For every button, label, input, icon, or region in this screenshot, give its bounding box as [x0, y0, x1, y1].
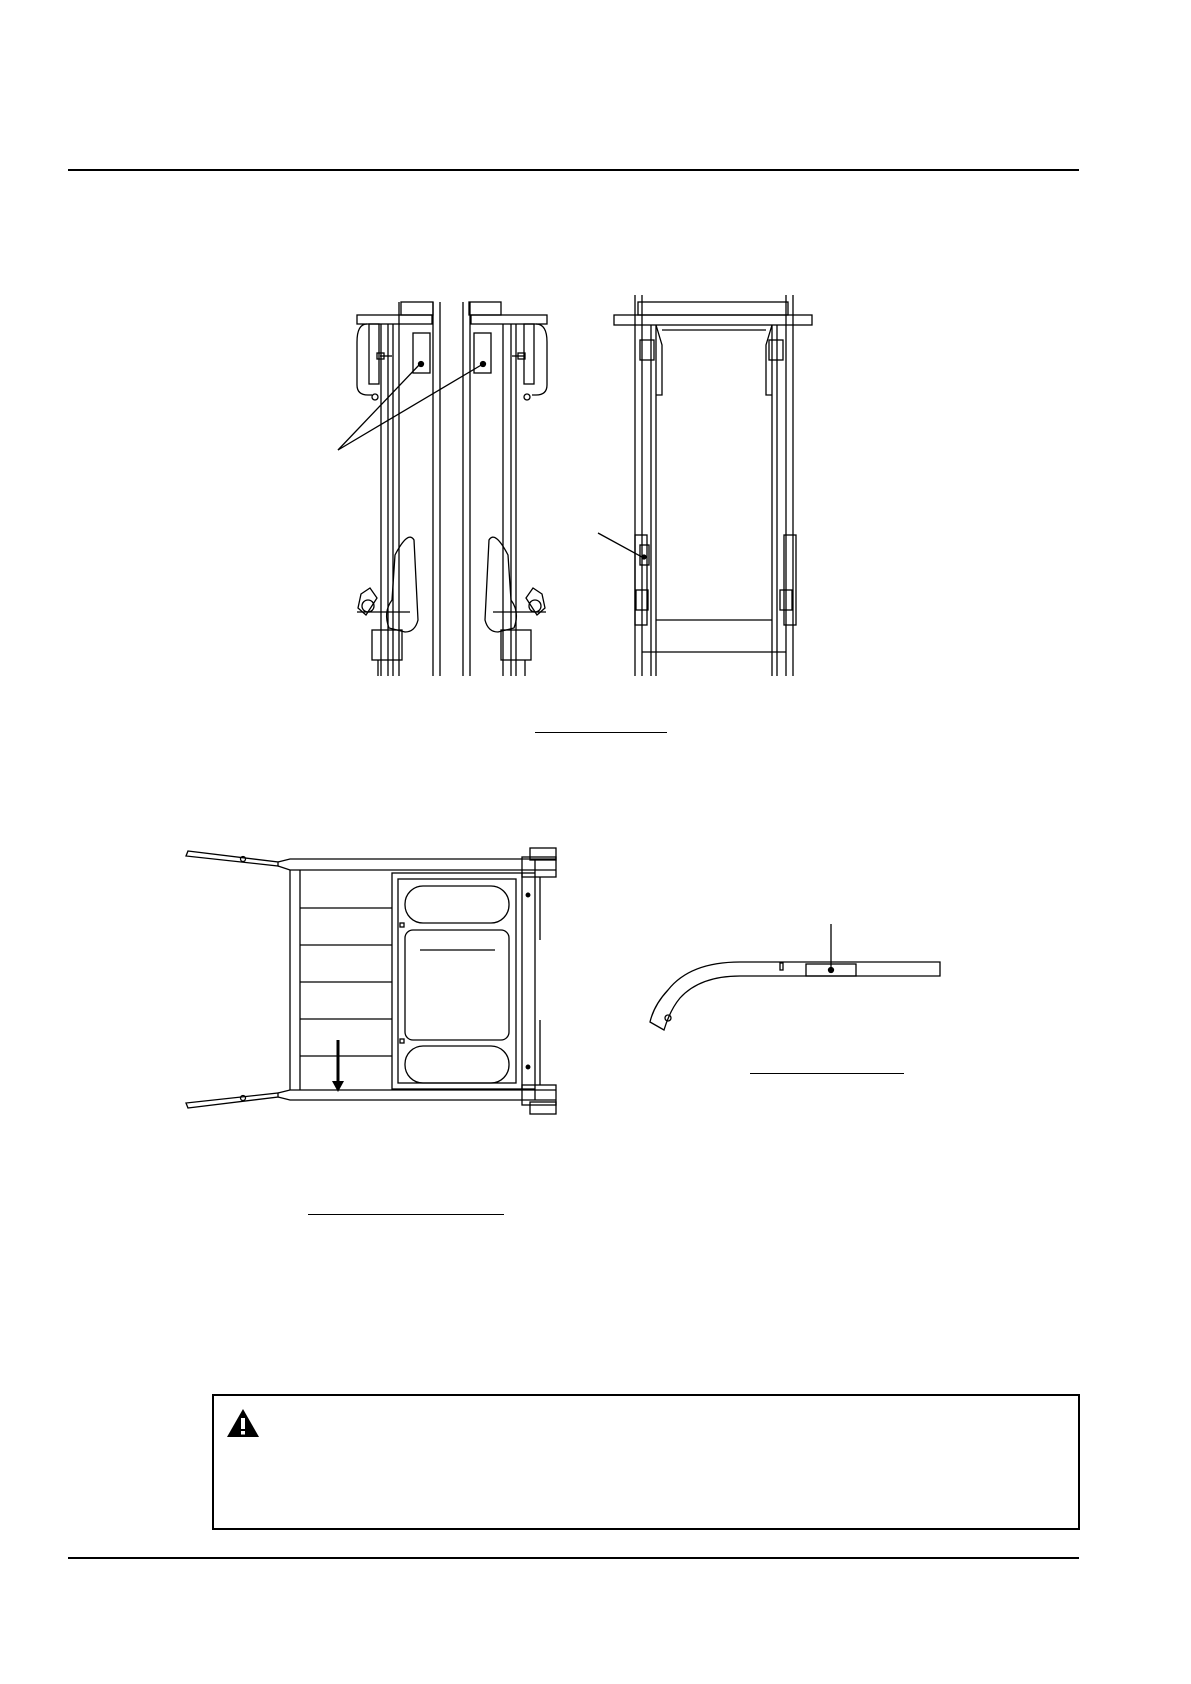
warning-box	[212, 1394, 1080, 1530]
bottom-right-caption-line	[750, 1073, 904, 1074]
warning-triangle-icon	[226, 1408, 260, 1443]
bottom-left-caption-line	[308, 1214, 504, 1215]
footer-rule	[68, 1557, 1079, 1559]
